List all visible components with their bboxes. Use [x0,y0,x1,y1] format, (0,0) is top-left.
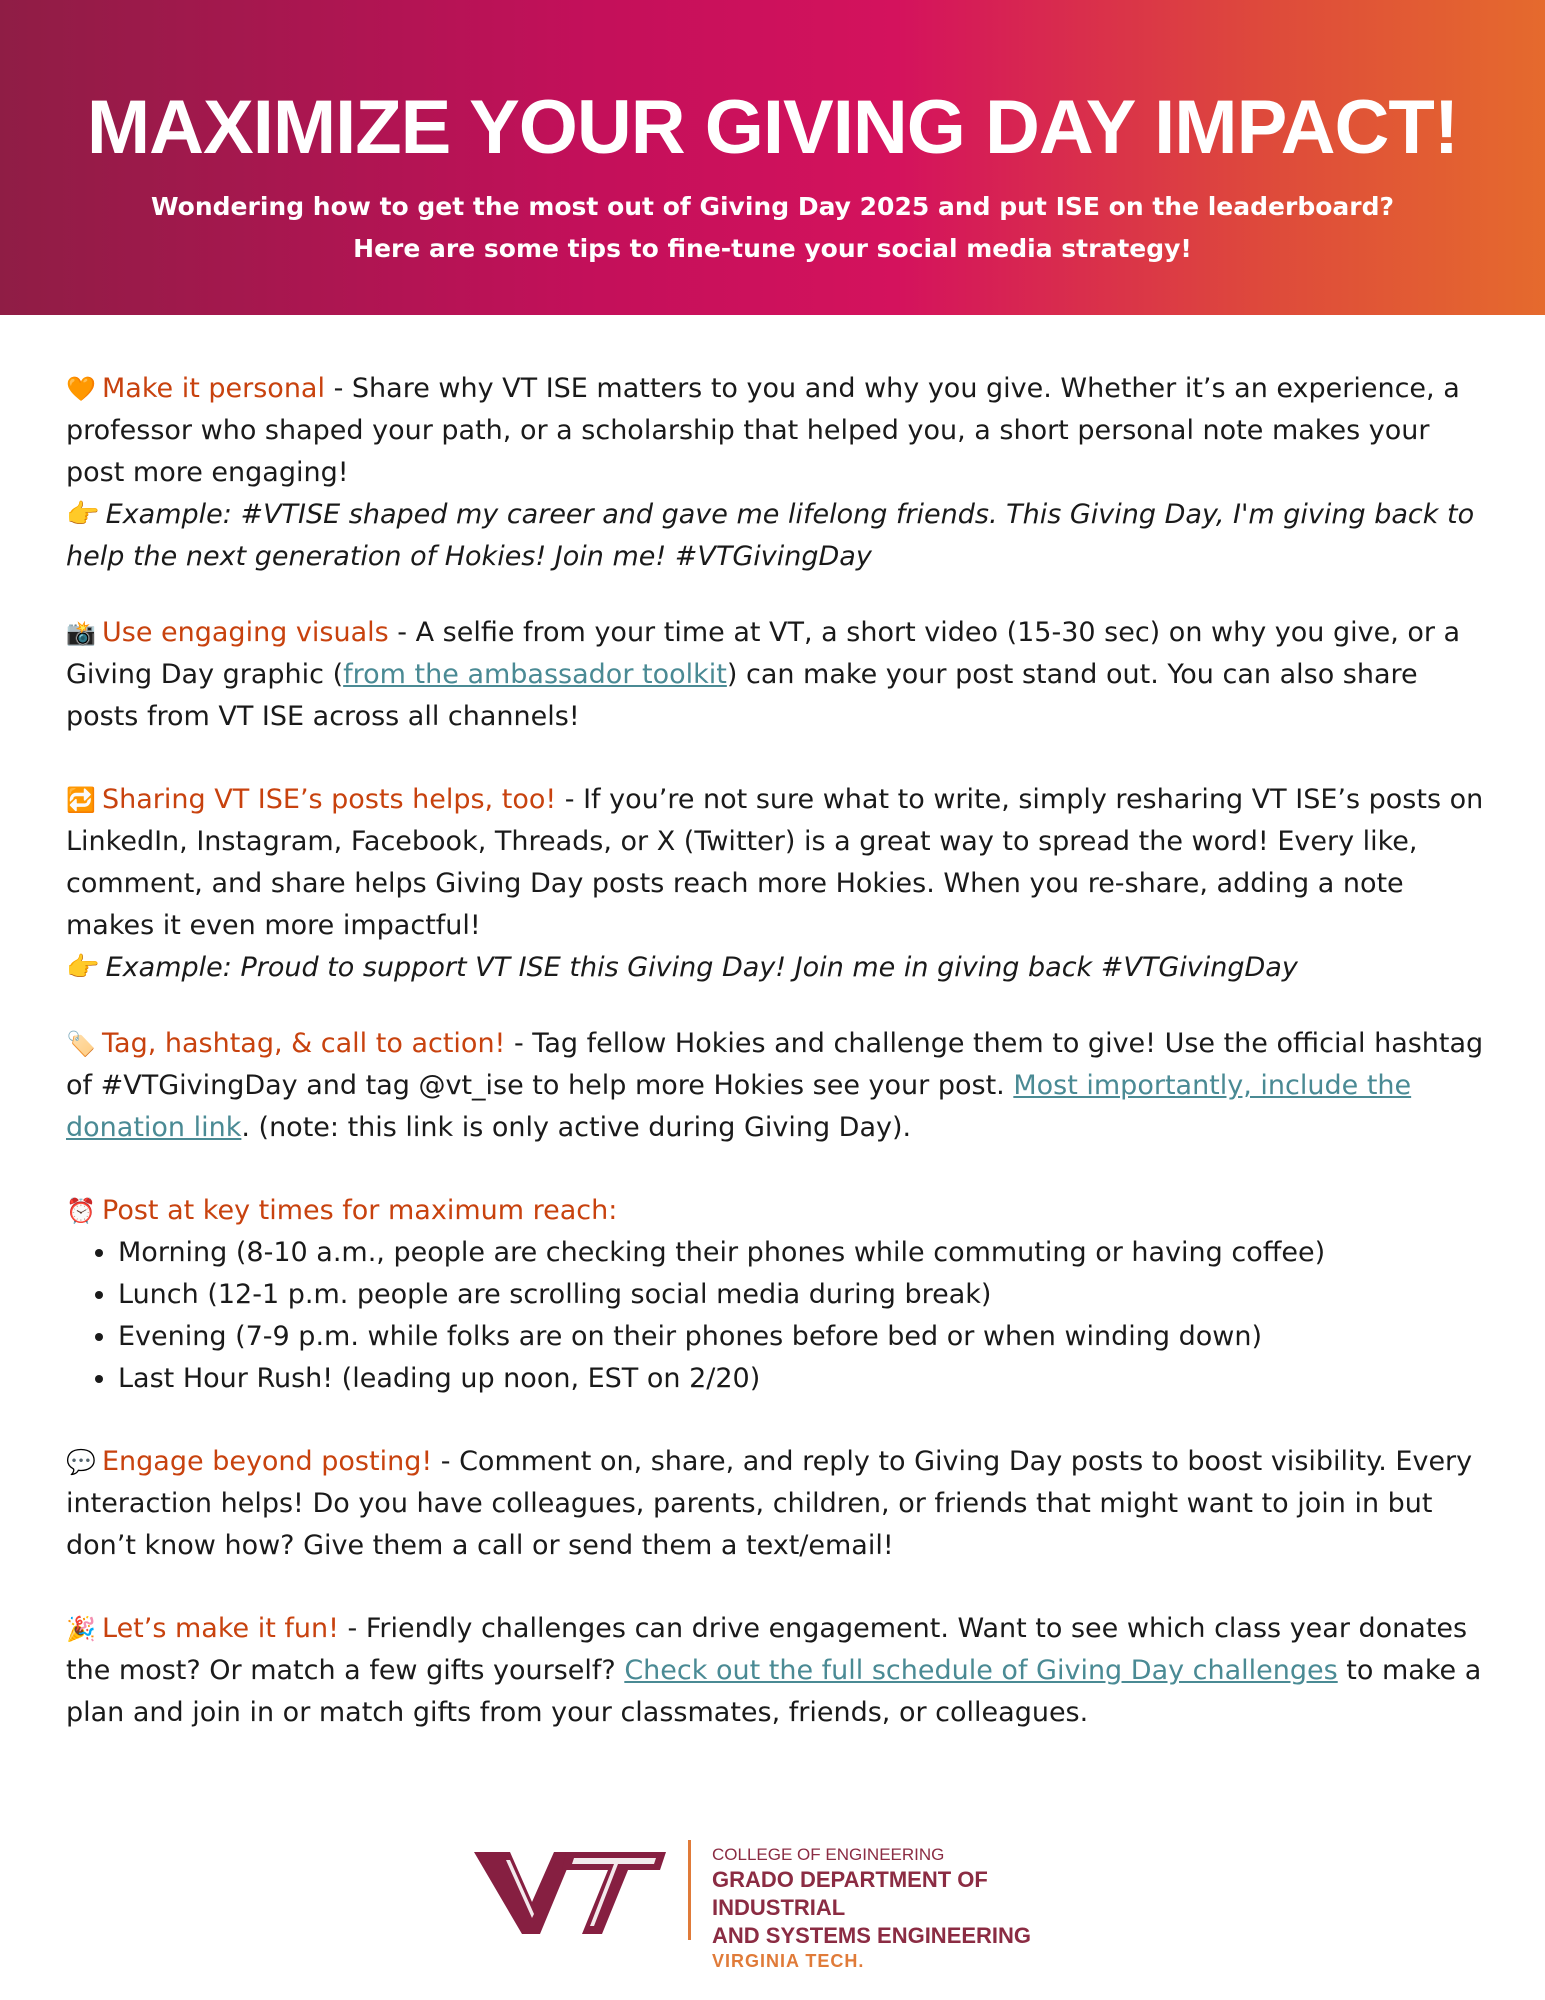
alarm-clock-icon: ⏰ [66,1197,96,1225]
tips-content [66,368,1486,1775]
department-wordmark [712,1844,1110,1972]
tip-body-continued: to make a plan and join in or match gifts from your classmates, friends, or colleagues. [66,1655,1482,1728]
pointing-hand-icon: 👉 [66,499,100,530]
example-text: Example: Proud to support VT ISE this Giving Day! Join me in giving back #VTGivingDay [105,952,1298,983]
tip-paragraph [66,368,1486,494]
challenges-schedule-link[interactable]: Check out the full schedule of Giving Day challenges [624,1655,1338,1686]
tip-paragraph [66,612,1486,738]
key-times-list [66,1232,1486,1400]
tip-heading: Let’s make it fun! [102,1613,339,1644]
vt-logo [470,1840,670,1940]
tip-example [66,494,1486,578]
list-item: • Last Hour Rush! (leading up noon, EST on 2/20) [118,1358,1486,1400]
tip-body: - Share why VT ISE matters to you and why you give. Whether it’s an experience, a professor who shaped your path, or a scholarship that helped you, a short personal note makes your post more engaging! [66,373,1460,488]
tip-body: - A selfie from your time at VT, a short video (15-30 sec) on why you give, or a Giving Day graphic ( [66,617,1461,690]
pointing-hand-icon: 👉 [66,952,100,983]
tip-key-times [66,1190,1486,1400]
tip-heading: Make it personal [102,373,325,404]
footer-logo-block [470,1840,1110,1971]
camera-icon: 📸 [66,619,96,647]
speech-bubble-icon: 💬 [66,1448,96,1476]
example-text: Example: #VTISE shaped my career and gave me lifelong friends. This Giving Day, I'm giving back to help the next generation of Hokies! Join me! #VTGivingDay [66,499,1475,572]
tip-body: - Friendly challenges can drive engagement. Want to see which class year donates the most? Or match a few gifts yourself? [66,1613,1468,1686]
tip-paragraph [66,1441,1486,1567]
orange-heart-icon: 🧡 [66,375,96,403]
tip-body: - If you’re not sure what to write, simply resharing VT ISE’s posts on LinkedIn, Instagram, Facebook, Threads, or X (Twitter) is a great way to spread the word! Every like, comment, and share helps Giving Day posts reach more Hokies. When you re-share, adding a note makes it even more impactful! [66,784,1484,941]
department-name-line2: AND SYSTEMS ENGINEERING [712,1923,1032,1948]
tip-paragraph [66,779,1486,947]
tip-body-continued: . (note: this link is only active during Giving Day). [241,1112,912,1143]
repeat-icon: 🔁 [66,786,96,814]
label-tag-icon: 🏷️ [66,1030,96,1058]
subtitle-line-1: Wondering how to get the most out of Giving Day 2025 and put ISE on the leaderboard? [151,192,1394,221]
tip-heading: Sharing VT ISE’s posts helps, too! [102,784,557,815]
tip-make-it-personal [66,368,1486,578]
department-name-line1: GRADO DEPARTMENT OF INDUSTRIAL [712,1867,988,1920]
tip-engage-beyond [66,1441,1486,1567]
tip-heading: Post at key times for maximum reach: [102,1195,618,1226]
tip-engaging-visuals [66,612,1486,738]
list-item: • Morning (8-10 a.m., people are checking their phones while commuting or having coffee) [118,1232,1486,1274]
tip-heading: Use engaging visuals [102,617,389,648]
ambassador-toolkit-link[interactable]: from the ambassador toolkit [343,659,727,690]
tip-paragraph [66,1608,1486,1734]
tip-make-it-fun [66,1608,1486,1734]
list-item: • Lunch (12-1 p.m. people are scrolling social media during break) [118,1274,1486,1316]
tip-heading: Engage beyond posting! [102,1446,433,1477]
party-popper-icon: 🎉 [66,1615,96,1643]
donation-link[interactable]: Most importantly, include the donation link [66,1070,1412,1143]
tip-body-continued: ) can make your post stand out. You can also share posts from VT ISE across all channels! [66,659,1418,732]
tip-body: - Comment on, share, and reply to Giving Day posts to boost visibility. Every interaction helps! Do you have colleagues, parents, children, or friends that might want to join in but don’t know how? Give them a call or send them a text/email! [66,1446,1473,1561]
list-item: • Evening (7-9 p.m. while folks are on their phones before bed or when winding down) [118,1316,1486,1358]
page-subtitle [0,186,1545,270]
university-name: VIRGINIA TECH. [712,1951,865,1971]
tip-paragraph [66,1190,1486,1232]
header-banner [0,0,1545,315]
footer-divider [688,1840,691,1940]
tip-sharing-posts [66,779,1486,989]
tip-body: - Tag fellow Hokies and challenge them to give! Use the official hashtag of #VTGivingDay and tag @vt_ise to help more Hokies see your post. [66,1028,1484,1101]
tip-example [66,947,1486,989]
page-title: MAXIMIZE YOUR GIVING DAY IMPACT! [86,85,1459,170]
tip-tag-hashtag [66,1023,1486,1149]
tip-paragraph [66,1023,1486,1149]
subtitle-line-2: Here are some tips to fine-tune your social media strategy! [353,234,1192,263]
tip-heading: Tag, hashtag, & call to action! [102,1028,506,1059]
college-name: COLLEGE OF ENGINEERING [712,1845,945,1864]
